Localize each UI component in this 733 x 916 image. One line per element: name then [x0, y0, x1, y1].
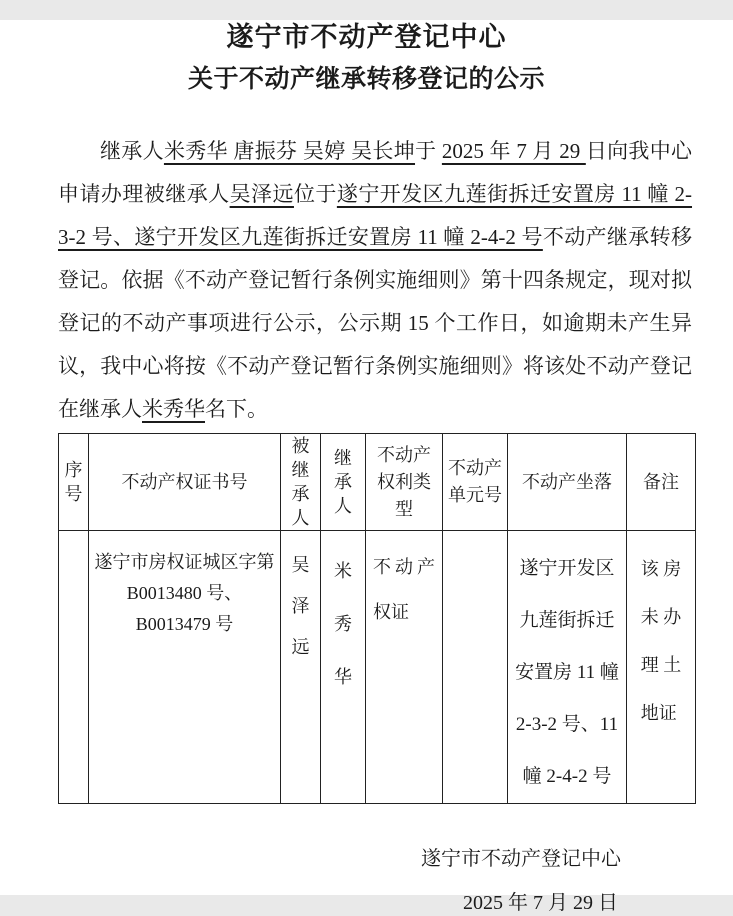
cell-remark: 该房未办理土地证	[627, 531, 696, 804]
notice-document-page	[0, 20, 733, 914]
col-header-unit-no: 不动产单元号	[443, 434, 508, 531]
final-heir-name: 米秀华	[142, 397, 205, 421]
paragraph-mid4: 不动产继承转移登记。依据《不动产登记暂行条例实施细则》第十四条规定，现对拟登记的不动产事项进行公示，公示期 15 个工作日，如逾期未产生异议，我中心将按《不动产登记暂行条例实施细则》将该处不动产登记在继承人	[58, 225, 692, 421]
cell-serial-no	[59, 531, 89, 804]
notice-paragraph	[58, 130, 692, 431]
table-header-row	[59, 434, 696, 531]
heirs-names: 米秀华 唐振芬 吴婷 吴长坤	[163, 139, 416, 163]
doc-title: 遂宁市不动产登记中心	[226, 22, 507, 52]
cell-right-type: 不动产权证	[366, 531, 443, 804]
cell-certificate-no: 遂宁市房权证城区字第 B0013480 号、B0013479 号	[89, 531, 281, 804]
decedent-name: 吴泽远	[229, 182, 294, 206]
cell-decedent: 吴泽远	[281, 531, 321, 804]
cell-location: 遂宁开发区 九莲街拆迁 安置房 11 幢 2-3-2 号、11 幢 2-4-2 号	[508, 531, 627, 804]
col-header-heir: 继承人	[321, 434, 366, 531]
doc-subtitle: 关于不动产继承转移登记的公示	[187, 66, 545, 93]
footer-signature-block	[0, 846, 733, 916]
col-header-location: 不动产坐落	[508, 434, 627, 531]
footer-date: 2025 年 7 月 29 日	[463, 892, 618, 914]
table-row	[59, 531, 696, 804]
paragraph-mid1: 于	[415, 139, 442, 163]
col-header-remark: 备注	[627, 434, 696, 531]
col-header-right-type: 不动产权利类型	[366, 434, 443, 531]
paragraph-mid2: 日向我中心申请办理被继承人	[58, 139, 693, 206]
application-date: 2025 年 7 月 29	[441, 139, 586, 163]
footer-org-name: 遂宁市不动产登记中心	[421, 848, 621, 870]
cell-heir: 米秀华	[321, 531, 366, 804]
paragraph-lead: 继承人	[100, 139, 164, 163]
paragraph-mid3: 位于	[293, 182, 337, 206]
col-header-certificate-no: 不动产权证书号	[89, 434, 281, 531]
property-registration-table	[58, 433, 696, 804]
col-header-decedent: 被继承人	[281, 434, 321, 531]
property-address: 遂宁开发区九莲街拆迁安置房 11 幢 2-3-2 号、遂宁开发区九莲街拆迁安置房 11 幢 2-4-2 号	[58, 182, 693, 249]
col-header-serial-no: 序号	[59, 434, 89, 531]
paragraph-tail: 名下。	[205, 397, 268, 421]
cell-unit-no	[443, 531, 508, 804]
